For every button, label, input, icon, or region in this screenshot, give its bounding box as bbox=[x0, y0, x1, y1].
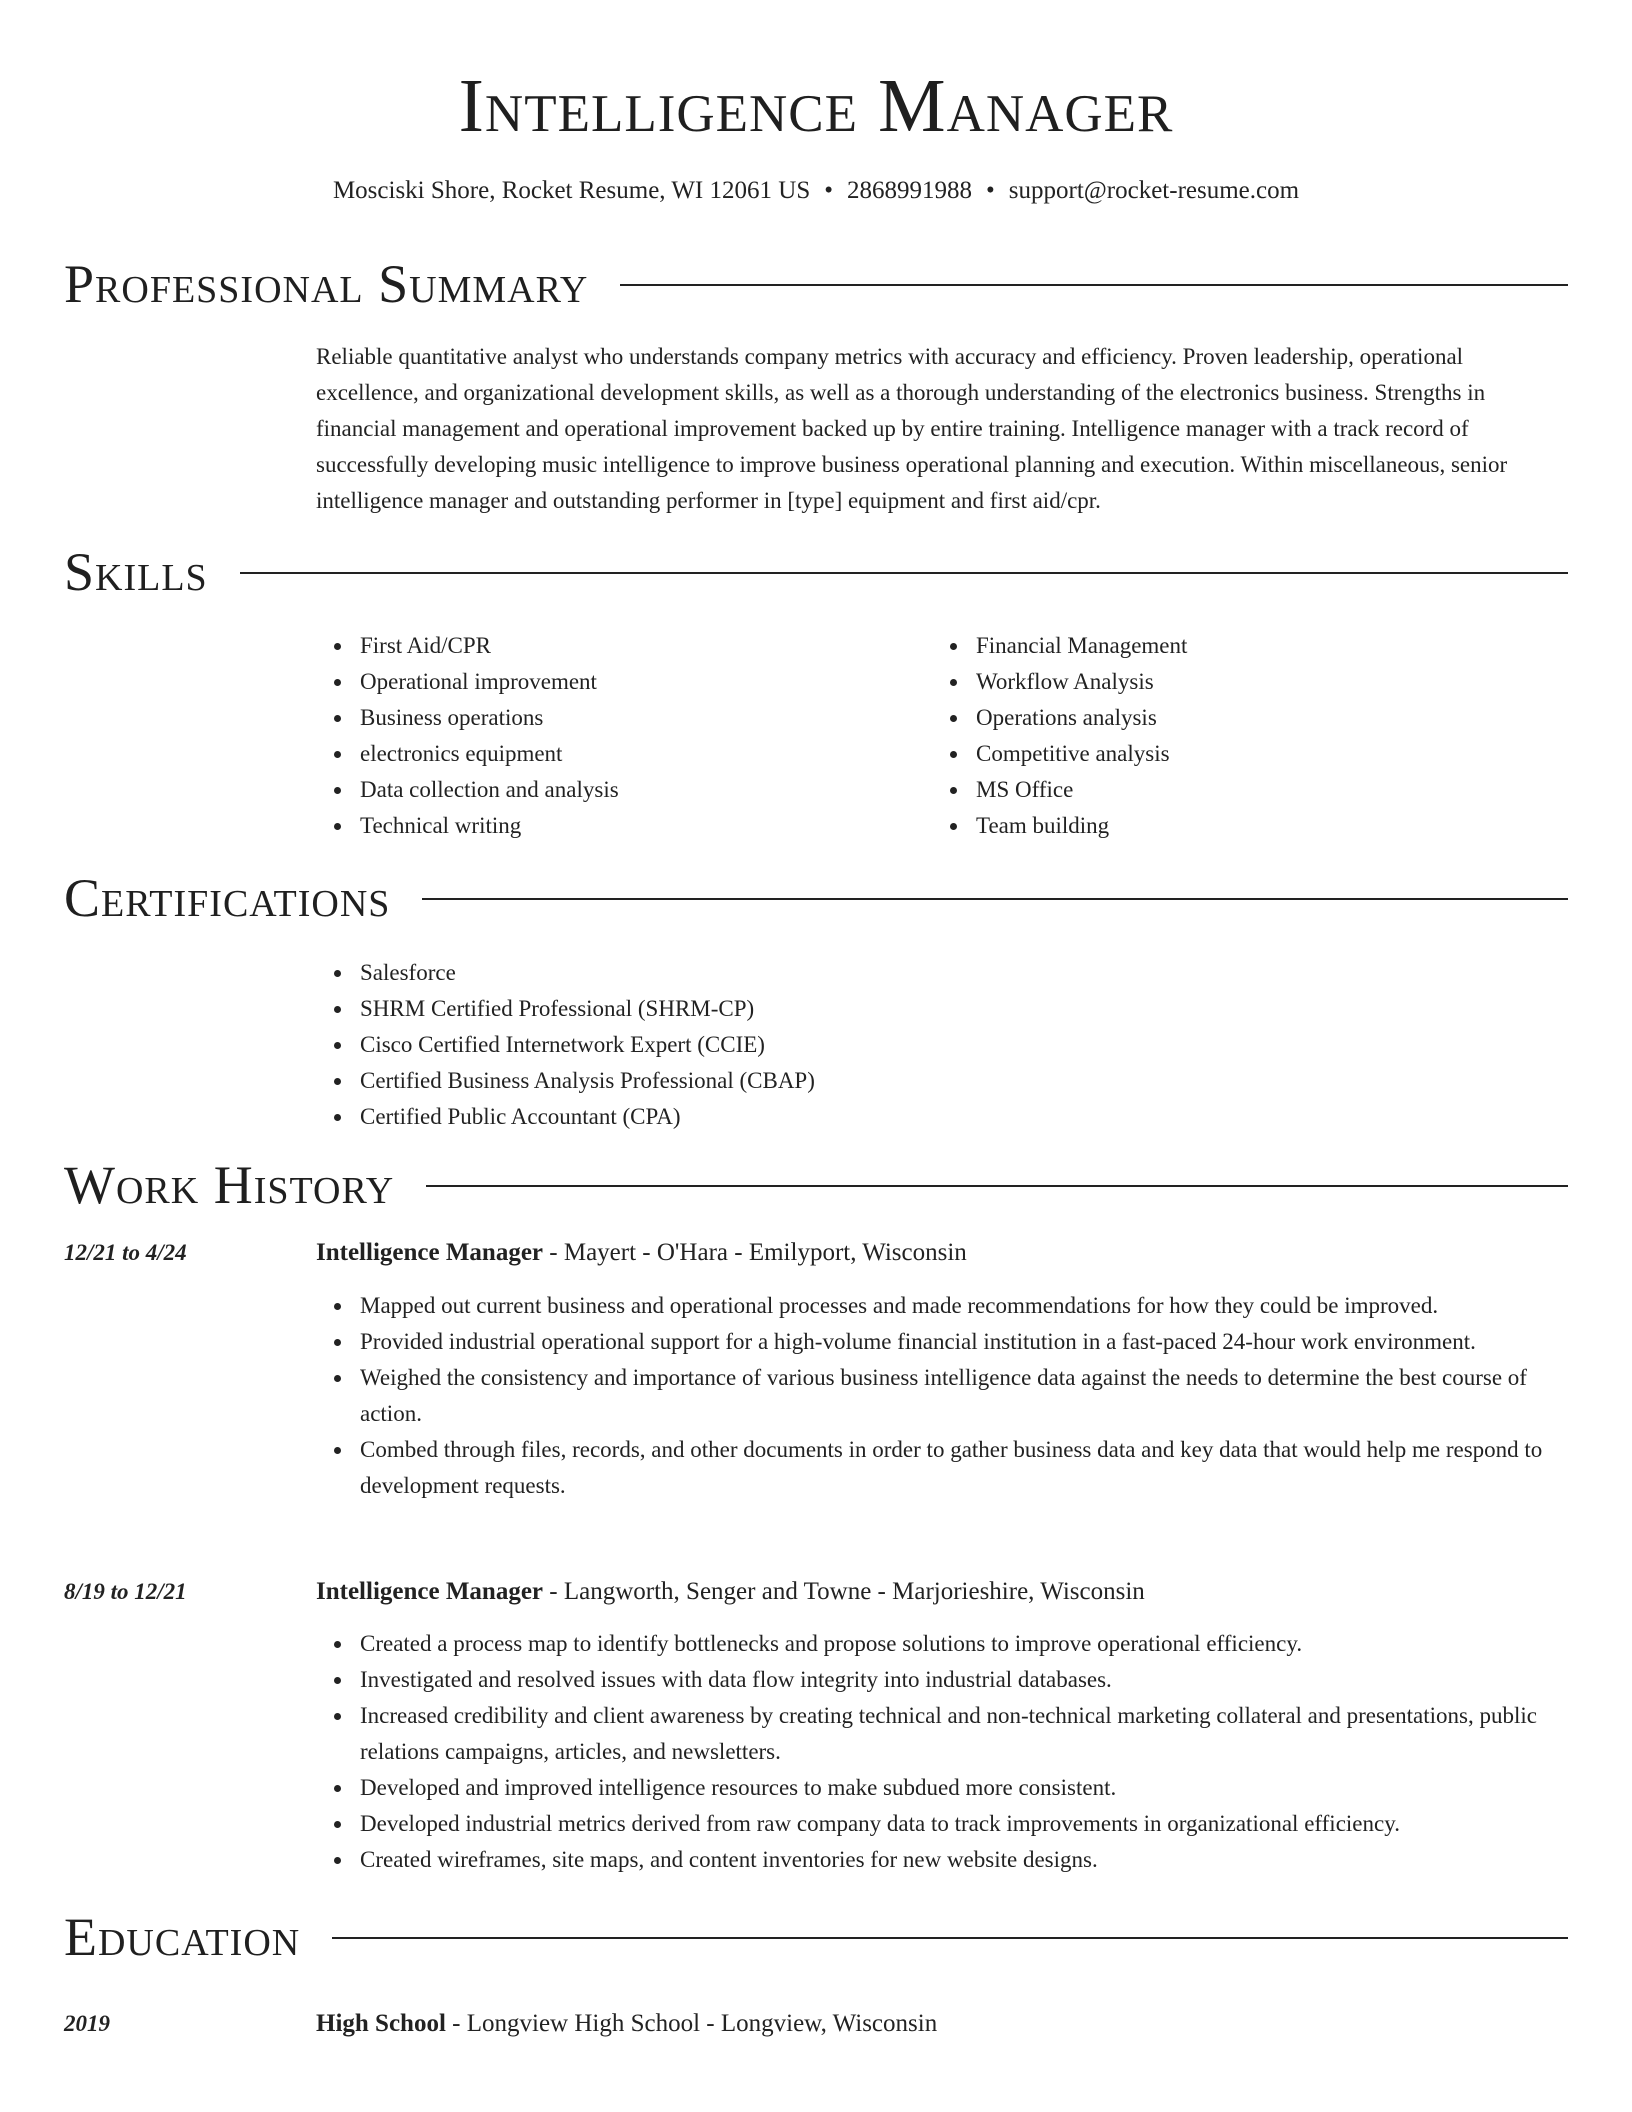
certification-item: Salesforce bbox=[360, 955, 1260, 991]
section-divider bbox=[426, 1185, 1568, 1187]
section-divider bbox=[422, 898, 1568, 900]
section-title: Work History bbox=[64, 1155, 395, 1215]
job-heading bbox=[316, 1574, 1145, 1610]
education-year: 2019 bbox=[64, 2011, 110, 2036]
skill-item: MS Office bbox=[976, 772, 1576, 808]
education-degree: High School bbox=[316, 2010, 446, 2037]
job-bullet: Mapped out current business and operational processes and made recommendations for how they could be improved. bbox=[360, 1288, 1568, 1324]
job-bullet: Provided industrial operational support for a high-volume financial institution in a fast-paced 24-hour work environment. bbox=[360, 1324, 1568, 1360]
contact-phone: 2868991988 bbox=[847, 177, 972, 204]
contact-email[interactable]: support@rocket-resume.com bbox=[1008, 177, 1300, 204]
job-bullet: Developed industrial metrics derived from raw company data to track improvements in organizational efficiency. bbox=[360, 1806, 1568, 1842]
education-section-header bbox=[64, 1905, 1568, 1969]
section-divider bbox=[332, 1937, 1568, 1939]
certification-item: SHRM Certified Professional (SHRM-CP) bbox=[360, 991, 1260, 1027]
skills-section-header bbox=[64, 540, 1568, 604]
summary-text: Reliable quantitative analyst who understands company metrics with accuracy and efficiency. Proven leadership, operational excellence, and organizational development skills, as well as a thorough understanding of the electronics business. Strengths in financial management and operational improvement backed up by entire training. Intelligence manager with a track record of successfully developing music intelligence to improve business operational planning and execution. Within miscellaneous, senior intelligence manager and outstanding performer in [type] equipment and first aid/cpr. bbox=[316, 344, 1508, 513]
skill-item: First Aid/CPR bbox=[360, 628, 920, 664]
job-bullet: Weighed the consistency and importance of various business intelligence data against the needs to determine the best course of action. bbox=[360, 1360, 1568, 1432]
candidate-name: Intelligence Manager bbox=[458, 64, 1174, 148]
skill-item: Technical writing bbox=[360, 808, 920, 844]
section-title: Education bbox=[64, 1907, 301, 1967]
certification-item: Certified Business Analysis Professional (CBAP) bbox=[360, 1063, 1260, 1099]
summary-section-header bbox=[64, 252, 1568, 316]
job-bullet: Created a process map to identify bottlenecks and propose solutions to improve operational efficiency. bbox=[360, 1626, 1568, 1662]
contact-separator: • bbox=[986, 177, 995, 204]
contact-line bbox=[0, 174, 1632, 208]
job-employer: - Mayert - O'Hara - Emilyport, Wisconsin bbox=[543, 1239, 967, 1266]
job-dates: 12/21 to 4/24 bbox=[64, 1240, 187, 1265]
skill-item: Team building bbox=[976, 808, 1576, 844]
skill-item: Competitive analysis bbox=[976, 736, 1576, 772]
skill-item: Financial Management bbox=[976, 628, 1576, 664]
certification-item: Cisco Certified Internetwork Expert (CCIE) bbox=[360, 1027, 1260, 1063]
job-bullet: Created wireframes, site maps, and content inventories for new website designs. bbox=[360, 1842, 1568, 1878]
skills-list-left bbox=[316, 628, 920, 844]
skill-item: Business operations bbox=[360, 700, 920, 736]
job-heading bbox=[316, 1235, 967, 1271]
job-bullets bbox=[316, 1626, 1568, 1878]
skill-item: Operations analysis bbox=[976, 700, 1576, 736]
job-bullet: Combed through files, records, and other documents in order to gather business data and key data that would help me respond to development requests. bbox=[360, 1432, 1568, 1504]
job-bullet: Investigated and resolved issues with data flow integrity into industrial databases. bbox=[360, 1662, 1568, 1698]
skill-item: Operational improvement bbox=[360, 664, 920, 700]
contact-separator: • bbox=[824, 177, 833, 204]
contact-address: Mosciski Shore, Rocket Resume, WI 12061 US bbox=[332, 177, 811, 204]
certification-item: Certified Public Accountant (CPA) bbox=[360, 1099, 1260, 1135]
skill-item: Data collection and analysis bbox=[360, 772, 920, 808]
job-role: Intelligence Manager bbox=[316, 1239, 544, 1266]
certifications-list bbox=[316, 955, 1260, 1135]
work-section-header bbox=[64, 1153, 1568, 1217]
certifications-section-header bbox=[64, 866, 1568, 930]
job-employer: - Langworth, Senger and Towne - Marjorieshire, Wisconsin bbox=[543, 1578, 1145, 1605]
section-title: Certifications bbox=[64, 868, 391, 928]
education-school: - Longview High School - Longview, Wisconsin bbox=[445, 2010, 938, 2037]
section-title: Skills bbox=[64, 542, 208, 602]
job-role: Intelligence Manager bbox=[316, 1578, 544, 1605]
section-divider bbox=[620, 284, 1568, 286]
section-divider bbox=[240, 572, 1568, 574]
skill-item: Workflow Analysis bbox=[976, 664, 1576, 700]
section-title: Professional Summary bbox=[64, 254, 589, 314]
job-bullet: Increased credibility and client awareness by creating technical and non-technical marketing collateral and presentations, public relations campaigns, articles, and newsletters. bbox=[360, 1698, 1568, 1770]
skill-item: electronics equipment bbox=[360, 736, 920, 772]
job-bullets bbox=[316, 1288, 1568, 1504]
job-bullet: Developed and improved intelligence resources to make subdued more consistent. bbox=[360, 1770, 1568, 1806]
skills-list-right bbox=[932, 628, 1576, 844]
job-dates: 8/19 to 12/21 bbox=[64, 1579, 187, 1604]
education-heading bbox=[316, 2006, 937, 2042]
